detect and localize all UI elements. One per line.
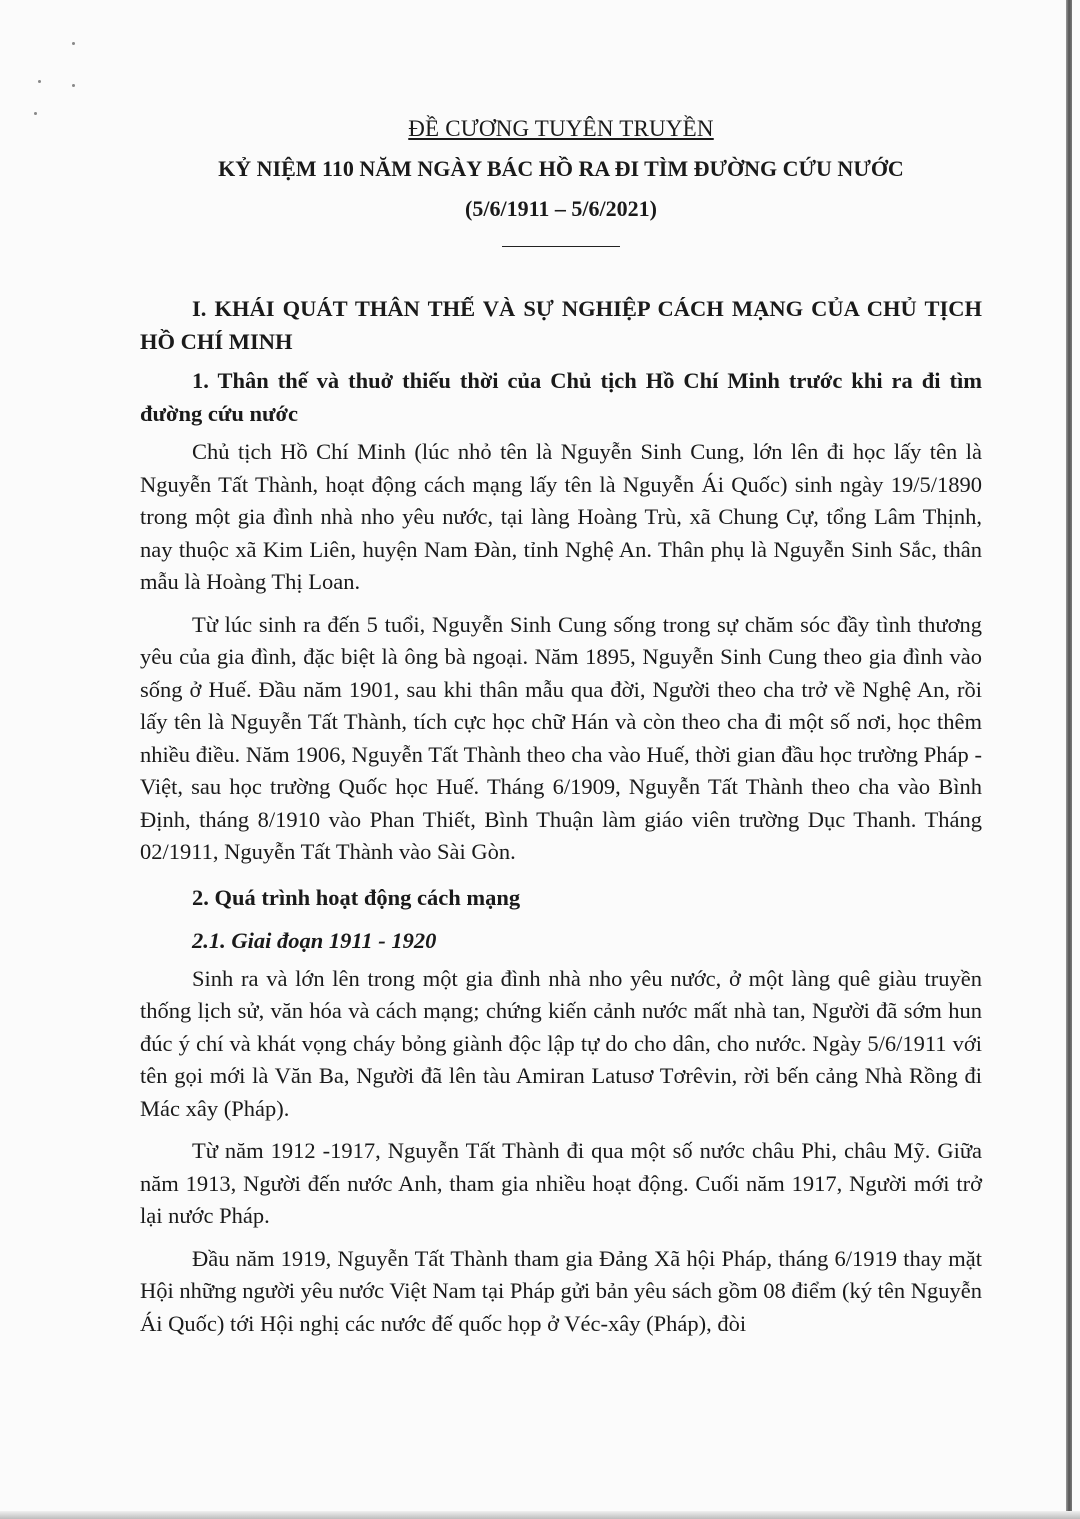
document-page xyxy=(140,116,982,1340)
title-divider xyxy=(502,246,620,247)
scan-speck xyxy=(38,80,41,83)
scan-speck xyxy=(72,84,75,87)
scan-speck xyxy=(34,112,37,115)
subsection-heading: 1. Thân thế và thuở thiếu thời của Chủ tịch Hồ Chí Minh trước khi ra đi tìm đường cứu nước xyxy=(140,368,982,426)
document-title-dates: (5/6/1911 – 5/6/2021) xyxy=(465,196,657,221)
body-paragraph: Chủ tịch Hồ Chí Minh (lúc nhỏ tên là Nguyễn Sinh Cung, lớn lên đi học lấy tên là Nguyễn Tất Thành, hoạt động cách mạng lấy tên là Nguyễn Ái Quốc) sinh ngày 19/5/1890 trong một gia đình nhà nho yêu nước, tại làng Hoàng Trù, xã Chung Cự, tổng Lâm Thịnh, nay thuộc xã Kim Liên, huyện Nam Đàn, tỉnh Nghệ An. Thân phụ là Nguyễn Sinh Sắc, thân mẫu là Hoàng Thị Loan. xyxy=(140,439,982,594)
body-paragraph: Sinh ra và lớn lên trong một gia đình nhà nho yêu nước, ở một làng quê giàu truyền thống lịch sử, văn hóa và cách mạng; chứng kiến cảnh nước mất nhà tan, Người đã sớm hun đúc ý chí và khát vọng cháy bỏng giành độc lập tự do cho dân, cho nước. Ngày 5/6/1911 với tên gọi mới là Văn Ba, Người đã lên tàu Amiran Latusơ Tơrêvin, rời bến cảng Nhà Rồng đi Mác xây (Pháp). xyxy=(140,965,982,1121)
body-paragraph: Đầu năm 1919, Nguyễn Tất Thành tham gia Đảng Xã hội Pháp, tháng 6/1919 thay mặt Hội những người yêu nước Việt Nam tại Pháp gửi bản yêu sách gồm 08 điểm (ký tên Nguyễn Ái Quốc) tới Hội nghị các nước đế quốc họp ở Véc-xây (Pháp), đòi xyxy=(140,1245,982,1336)
scan-edge-bottom xyxy=(0,1511,1080,1519)
document-title-top: ĐỀ CƯƠNG TUYÊN TRUYỀN xyxy=(408,116,714,141)
body-paragraph: Từ lúc sinh ra đến 5 tuổi, Nguyễn Sinh Cung sống trong sự chăm sóc đầy tình thương yêu của gia đình, đặc biệt là ông bà ngoại. Năm 1895, Nguyễn Sinh Cung theo gia đình vào sống ở Huế. Đầu năm 1901, sau khi thân mẫu qua đời, Người theo cha trở về Nghệ An, rồi lấy tên là Nguyễn Tất Thành, tích cực học chữ Hán và còn theo cha đi một số nơi, học thêm nhiều điều. Năm 1906, Nguyễn Tất Thành theo cha vào Huế, thời gian đầu học trường Pháp - Việt, sau học trường Quốc học Huế. Tháng 6/1909, Nguyễn Tất Thành theo cha vào Bình Định, tháng 8/1910 vào Phan Thiết, Bình Thuận làm giáo viên trường Dục Thanh. Tháng 02/1911, Nguyễn Tất Thành vào Sài Gòn. xyxy=(140,611,982,864)
subsection-heading: 2. Quá trình hoạt động cách mạng xyxy=(192,884,521,910)
scan-edge-right xyxy=(1066,0,1072,1519)
section-heading: I. KHÁI QUÁT THÂN THẾ VÀ SỰ NGHIỆP CÁCH MẠNG CỦA CHỦ TỊCH HỒ CHÍ MINH xyxy=(140,296,982,354)
body-paragraph: Từ năm 1912 -1917, Nguyễn Tất Thành đi qua một số nước châu Phi, châu Mỹ. Giữa năm 1913, Người đến nước Anh, tham gia nhiều hoạt động. Cuối năm 1917, Người mới trở lại nước Pháp. xyxy=(140,1138,982,1228)
document-title-main: KỶ NIỆM 110 NĂM NGÀY BÁC HỒ RA ĐI TÌM ĐƯỜNG CỨU NƯỚC xyxy=(218,156,904,181)
scan-speck xyxy=(72,42,75,45)
subsection-heading-italic: 2.1. Giai đoạn 1911 - 1920 xyxy=(192,927,437,953)
